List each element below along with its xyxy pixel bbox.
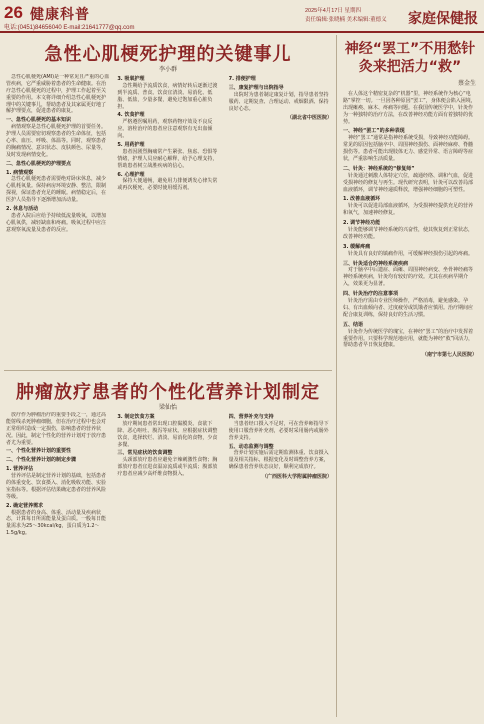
paragraph: 保持大便通畅，避免用力排便诱发心律失常或再次梗死，必要时使用缓泻剂。 <box>117 178 218 192</box>
paragraph: 急性期给予流质饮食，病情好转后逐渐过渡到半流质、普食。饮食宜清淡、易消化、低脂、低盐，少量多餐，避免过饱加重心脏负担。 <box>117 82 218 110</box>
article1-col-1 <box>6 74 109 366</box>
paragraph: 急性心肌梗死患者需要绝对卧床休息，减少心肌耗氧量。保持病房环境安静、整洁，限制探视，保证患者充足的睡眠。病情稳定后，在医护人员指导下逐渐增加活动量。 <box>6 176 107 204</box>
subhead: 五、结语 <box>343 321 364 328</box>
subhead: 三、常见症状的饮食调整 <box>117 450 173 457</box>
article2-col-2 <box>117 412 220 718</box>
paragraph: 针灸可以促进局部血液循环，为受损神经提供充足的营养和氧气，加速神经修复。 <box>343 203 474 217</box>
author-affiliation: （南宁市第七人民医院） <box>421 352 477 359</box>
section-title: 健康科普 <box>30 7 90 23</box>
subhead: 四、营养补充与支持 <box>228 414 274 420</box>
paragraph: 放疗作为肿瘤治疗的重要手段之一，通过高能射线杀死肿瘤细胞，但在治疗过程中也会对正常组织造成一定损伤，影响患者的营养状况。因此，制定个性化的营养计划对于放疗患者尤为重要。 <box>6 412 107 446</box>
subhead: 三、康复护理与出院指导 <box>228 84 284 91</box>
paragraph: 根据患者的身高、体重、活动量及疾病状态，计算每日所需能量及蛋白质。一般每日能量需求为25～30kcal/kg，蛋白质为1.2～1.5g/kg。 <box>6 509 107 537</box>
issue-date: 2025年4月17日 星期四 <box>305 8 361 14</box>
subhead: 二、个性化营养计划的制定步骤 <box>6 457 77 464</box>
subhead: 三、针灸适合的神经系统疾病 <box>343 260 409 267</box>
paragraph: 在人体这个精密复杂的“机器”里，神经系统作为核心“电路”掌控一切。一旦因各种原因“罢工”，身体便会陷入困境，出现瘫痪、麻木、疼痛等问题。在我国传统医学中，针灸作为一种独特的治疗方法，在改善神经功能方面有着独特的优势。 <box>343 91 476 125</box>
subhead: 一、神经“罢工”的多种表现 <box>343 128 405 135</box>
paragraph: 针灸能够调节神经系统的兴奋性，使其恢复到正常状态，改善神经功能。 <box>343 227 474 240</box>
paragraph: 患者入院后应给予持续低流量吸氧，以增加心肌氧供，减轻缺血和疼痛。吸氧过程中应注意观察氧流量及患者的反应。 <box>6 212 107 233</box>
paragraph: 针灸作为传统医学的瑰宝，在神经“罢工”的治疗中发挥着重要作用。只要科学规范地应用，就能为神经“救”回活力，帮助患者早日恢复健康。 <box>343 328 474 349</box>
article-divider <box>4 370 332 371</box>
paragraph: 针灸通过刺激人体特定穴位，疏通经络、调和气血，促进受损神经的修复与再生。现代研究表明，针灸可以改善局部血液循环，调节神经递质释放，增强神经细胞的可塑性。 <box>343 172 474 193</box>
author-affiliation: （广西医科大学附属肿瘤医院） <box>261 474 332 481</box>
subhead: 6. 心理护理 <box>117 171 145 178</box>
paragraph: 神经“罢工”通常是指神经系统受损，导致神经功能障碍。常见的原因包括脑卒中、周围神经损伤、面神经麻痹、脊髓损伤等。患者可能出现肢体无力、感觉异常、语言障碍等症状，严重影响生活质量。 <box>343 135 474 163</box>
article2-col-1 <box>6 412 109 718</box>
paragraph: 针灸具有良好的镇痛作用，可缓解神经损伤引起的疼痛。 <box>348 250 474 257</box>
paragraph: 严格遵医嘱用药，观察药物疗效及不良反应。溶栓治疗的患者应注意观察有无出血倾向。 <box>117 119 213 140</box>
subhead: 3. 制定饮食方案 <box>117 414 155 420</box>
paragraph: 患者因剧烈胸痛常产生紧张、焦虑、恐惧等情绪，护理人员应耐心解释，给予心理支持，帮助患者树立战胜疾病的信心。 <box>117 148 218 169</box>
contact-line: 电话:(0451)84656040 E-mail:21641777@qq.com <box>4 25 135 31</box>
subhead: 五、动态监测与调整 <box>228 443 274 450</box>
subhead: 二、急性心肌梗死的护理要点 <box>6 160 72 167</box>
subhead: 5. 用药护理 <box>117 142 145 149</box>
page-number: 26 <box>4 3 23 22</box>
article2-title: 肿瘤放疗患者的个性化营养计划制定 <box>16 382 320 403</box>
subhead: 1. 改善血液循环 <box>343 196 381 203</box>
article3-byline: 蔡金生 <box>457 80 476 87</box>
subhead: 3. 缓解疼痛 <box>343 243 371 250</box>
paragraph: 急性心肌梗死(AMI)是一种常见且严重的心血管疾病，它严重威胁着患者的生命健康。在治疗急性心肌梗死的过程中，护理工作起着至关重要的作用。本文将详细介绍急性心肌梗死护理中的关键事儿，帮助患者及其家属更好地了解护理要点，促进患者的康复。 <box>6 74 110 115</box>
subhead: 3. 吸氧护理 <box>117 76 145 82</box>
article3-title: 神经“罢工”不用愁针灸来把活力“救” <box>344 41 476 75</box>
author-affiliation: （湖北省中医医院） <box>286 115 332 122</box>
subhead: 四、针灸治疗的注意事项 <box>343 291 399 298</box>
paragraph: 针灸治疗需由专业医师操作，严格消毒，避免感染。孕妇、有出血倾向者、过度疲劳或饥饿者应慎用。治疗期间应配合康复训练，保持良好的生活习惯。 <box>343 298 474 318</box>
subhead: 一、个性化营养计划的重要性 <box>6 448 72 455</box>
paragraph: 营养评估是制定营养计划的基础，包括患者的体重变化、饮食摄入、消化吸收功能、实验室指标等。根据评估结果确定患者的营养风险等级。 <box>6 473 107 500</box>
subhead: 2. 休息与活动 <box>6 206 39 213</box>
subhead: 7. 排便护理 <box>228 76 256 82</box>
article1-col-3 <box>229 74 332 366</box>
paragraph: 出院时为患者制定康复计划，指导患者坚持服药、定期复查、合理运动、戒烟限酒、保持良好心态。 <box>228 91 329 112</box>
article2-col-3 <box>229 412 332 718</box>
paragraph: 营养计划实施后需定期监测体重、饮食摄入量及相关指标，根据变化及时调整营养方案，确保患者营养状态良好，顺利完成放疗。 <box>228 450 329 471</box>
newspaper-name: 家庭保健报 <box>408 11 478 27</box>
page-header <box>0 0 484 33</box>
article3-body <box>338 91 482 359</box>
subhead: 二、针灸：神经系统的“修复师” <box>343 165 415 172</box>
article2-byline: 梁仙怡 <box>158 404 177 411</box>
subhead: 1. 病情观察 <box>6 169 34 176</box>
subhead: 一、急性心肌梗死的基本知识 <box>6 117 72 124</box>
subhead: 4. 饮食护理 <box>117 112 145 119</box>
article1-body <box>6 74 332 366</box>
article3 <box>338 35 482 718</box>
column-divider <box>336 35 337 717</box>
editor-credits: 责任编辑:张晓楠 美术编辑:董德义 <box>305 17 387 23</box>
paragraph: 对于脑卒中后遗症、面瘫、周围神经病变、坐骨神经痛等神经系统疾病，针灸均有较好的疗效。尤其在疾病早期介入，效果更为显著。 <box>343 267 474 288</box>
article2-body <box>6 412 332 718</box>
subhead: 1. 营养评估 <box>6 466 34 473</box>
paragraph: 头颈部放疗患者应避免辛辣刺激性食物；胸部放疗患者宜进食温凉流质或半流质；腹部放疗患者应减少高纤维食物摄入。 <box>117 457 218 478</box>
paragraph: 病情观察是急性心肌梗死护理的首要任务。护理人员需要密切观察患者的生命体征，包括心率、血压、呼吸、体温等。同时，观察患者的胸痛情况、意识状态、皮肤颜色、尿量等，及时发现病情变化。 <box>6 124 107 158</box>
paragraph: 当患者经口摄入不足时，可在营养师指导下使用口服营养补充剂，必要时采用肠内或肠外营养支持。 <box>228 420 329 441</box>
article1-byline: 李小群 <box>158 66 177 73</box>
article1-col-2 <box>117 74 220 366</box>
paragraph: 放疗期间患者常出现口腔黏膜炎、食欲下降、恶心呕吐、腹泻等症状。应根据症状调整饮食，选择软烂、清淡、易消化的食物，少食多餐。 <box>117 420 218 448</box>
subhead: 2. 确定营养需求 <box>6 502 44 509</box>
article1-title: 急性心肌梗死护理的关键事儿 <box>44 44 292 65</box>
subhead: 2. 调节神经功能 <box>343 220 381 227</box>
